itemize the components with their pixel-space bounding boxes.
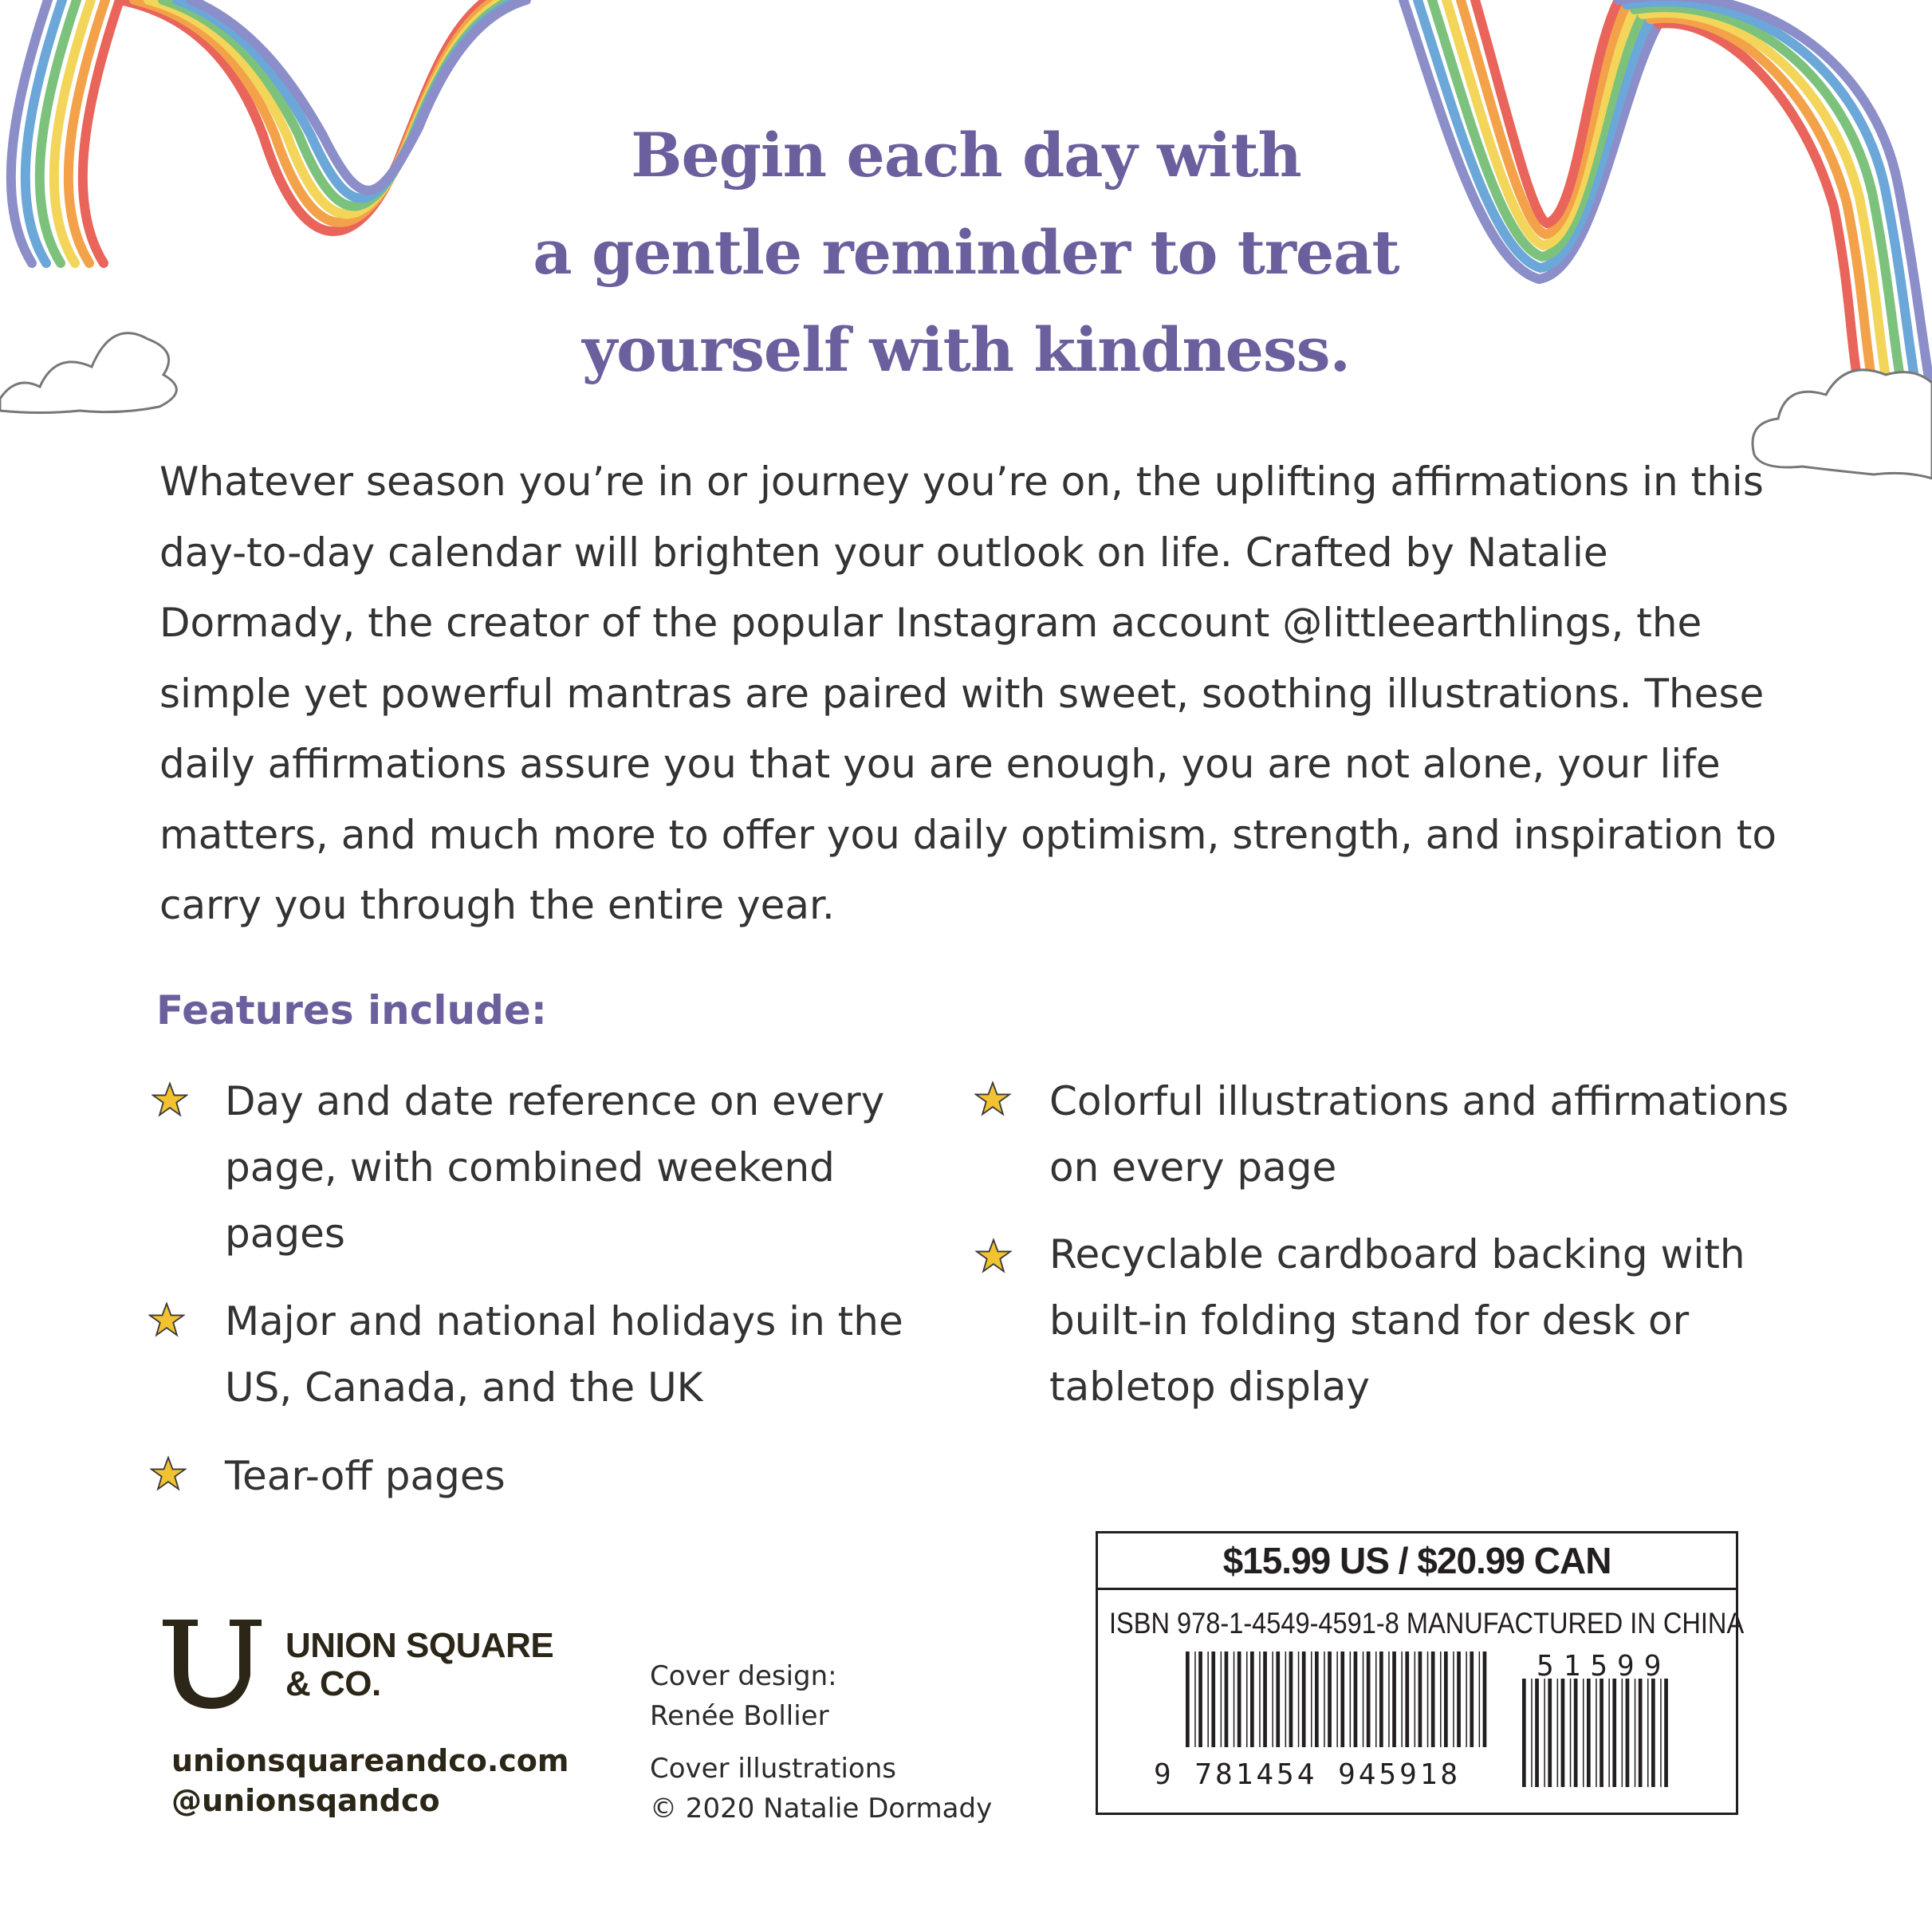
barcode-bar	[1336, 1651, 1338, 1747]
barcode-bar	[1324, 1651, 1325, 1747]
barcode-bar	[1234, 1651, 1235, 1747]
barcode-bar	[1311, 1651, 1312, 1747]
barcode-bar	[1405, 1651, 1409, 1747]
star-icon	[151, 1081, 188, 1118]
feature-item: Day and date reference on every page, with combined weekend pages	[225, 1078, 885, 1257]
barcode-bar	[1207, 1651, 1209, 1747]
barcode-bar	[1315, 1651, 1319, 1747]
barcode-bar	[1392, 1651, 1396, 1747]
barcode-bar	[1350, 1651, 1352, 1747]
barcode-bar	[1622, 1679, 1623, 1787]
barcode-bar	[1583, 1679, 1584, 1787]
barcode-bar	[1626, 1679, 1630, 1787]
publisher-name-line-2: & CO.	[285, 1664, 381, 1703]
star-icon	[150, 1455, 187, 1492]
barcode-bar	[1531, 1679, 1533, 1787]
barcode-bar	[1250, 1651, 1254, 1747]
barcode-bar	[1367, 1651, 1371, 1747]
barcode-bar	[1431, 1651, 1435, 1747]
barcode-bar	[1647, 1679, 1649, 1787]
feature-item: Tear-off pages	[225, 1453, 506, 1499]
cover-illustrations-name: © 2020 Natalie Dormady	[650, 1793, 993, 1825]
barcode-bar	[1651, 1679, 1655, 1787]
star-icon	[148, 1301, 185, 1338]
barcode-bar	[1415, 1651, 1416, 1747]
barcode-bar	[1340, 1651, 1344, 1747]
cover-design-name: Renée Bollier	[650, 1700, 829, 1732]
barcode-bar	[1453, 1651, 1454, 1747]
barcode-bar	[1600, 1679, 1603, 1787]
barcode-bar	[1444, 1651, 1448, 1747]
barcode-bar	[1354, 1651, 1358, 1747]
barcode-bar	[1570, 1679, 1572, 1787]
addon-digits: 51599	[1537, 1650, 1671, 1683]
barcode-bar	[1466, 1651, 1467, 1747]
barcode-bar	[1379, 1651, 1383, 1747]
cover-design-label: Cover design:	[650, 1660, 837, 1692]
barcode-bar	[1522, 1679, 1526, 1787]
publisher-social-handle: @unionsqandco	[171, 1783, 440, 1818]
barcode-bar	[1225, 1651, 1229, 1747]
addon-barcode-icon	[1521, 1679, 1672, 1787]
barcode-bar	[1375, 1651, 1377, 1747]
barcode-bar	[1470, 1651, 1474, 1747]
barcode-bar	[1302, 1651, 1306, 1747]
barcode-bar	[1457, 1651, 1461, 1747]
star-icon	[975, 1238, 1012, 1274]
barcode-bar	[1289, 1651, 1293, 1747]
barcode-box	[1096, 1531, 1745, 1815]
headline-line-2: a gentle reminder to treat	[533, 217, 1399, 288]
barcode-bar	[1246, 1651, 1248, 1747]
star-icon	[974, 1081, 1011, 1117]
barcode-bar	[1363, 1651, 1364, 1747]
publisher-name	[285, 1627, 553, 1703]
barcode-bar	[1276, 1651, 1280, 1747]
barcode-bar	[1561, 1679, 1565, 1787]
publisher-name-line-1: UNION SQUARE	[285, 1626, 554, 1665]
cover-illustrations-label: Cover illustrations	[650, 1753, 896, 1785]
barcode-bar	[1557, 1679, 1559, 1787]
barcode-bar	[1544, 1679, 1545, 1787]
barcode-bar	[1479, 1651, 1481, 1747]
feature-item: Recyclable cardboard backing with built-in folding stand for desk or tabletop display	[1049, 1231, 1745, 1410]
headline-line-1: Begin each day with	[631, 120, 1301, 191]
features-title: Features include:	[156, 987, 547, 1033]
barcode-bar	[1483, 1651, 1487, 1747]
barcode-bar	[1612, 1679, 1616, 1787]
ean-digits: 9 781454 945918	[1154, 1758, 1462, 1791]
barcode-bar	[1328, 1651, 1332, 1747]
barcode-bar	[1238, 1651, 1241, 1747]
barcode-bar	[1639, 1679, 1643, 1787]
barcode-bar	[1535, 1679, 1539, 1787]
barcode-bar	[1259, 1651, 1261, 1747]
barcode-bar	[1194, 1651, 1196, 1747]
headline-line-3: yourself with kindness.	[582, 314, 1350, 385]
barcode-bar	[1401, 1651, 1403, 1747]
feature-item: Colorful illustrations and affirmations on every page	[1049, 1078, 1789, 1191]
barcode-bar	[1608, 1679, 1610, 1787]
barcode-bar	[1440, 1651, 1442, 1747]
barcode-bar	[1221, 1651, 1222, 1747]
feature-item: Major and national holidays in the US, Canada, and the UK	[225, 1298, 903, 1411]
barcode-bar	[1285, 1651, 1287, 1747]
description-paragraph: Whatever season you’re in or journey you’re on, the uplifting affirmations in this day-to-day calendar will brighten your outlook on life. Crafted by Natalie Dormady, the creator of the popular Instagram account @littleearthlings, the simple yet powerful mantras are paired with sweet, soothing illustrations. These daily affirmations assure you that you are enough, you are not alone, your life matters, and much more to offer you daily optimism, strength, and inspiration to carry you through the entire year.	[159, 459, 1777, 928]
barcode-bar	[1388, 1651, 1390, 1747]
barcode-bar	[1660, 1679, 1662, 1787]
barcode-bar	[1298, 1651, 1300, 1747]
barcode-bar	[1574, 1679, 1578, 1787]
barcode-bar	[1198, 1651, 1202, 1747]
price-label: $15.99 US / $20.99 CAN	[1098, 1533, 1736, 1590]
publisher-logo-icon	[159, 1615, 265, 1710]
publisher-website: unionsquareandco.com	[171, 1743, 569, 1778]
barcode-bar	[1548, 1679, 1552, 1787]
barcode-bar	[1596, 1679, 1597, 1787]
barcode-bar	[1186, 1651, 1190, 1747]
barcode-bar	[1635, 1679, 1636, 1787]
barcode-bar	[1263, 1651, 1267, 1747]
barcode-bar	[1587, 1679, 1591, 1787]
isbn-label: ISBN 978-1-4549-4591-8 MANUFACTURED IN CHINA	[1109, 1607, 1745, 1640]
barcode-bar	[1211, 1651, 1215, 1747]
barcode-bar	[1427, 1651, 1429, 1747]
barcode-bar	[1272, 1651, 1273, 1747]
barcode-bar	[1664, 1679, 1668, 1787]
barcode-bar	[1419, 1651, 1422, 1747]
